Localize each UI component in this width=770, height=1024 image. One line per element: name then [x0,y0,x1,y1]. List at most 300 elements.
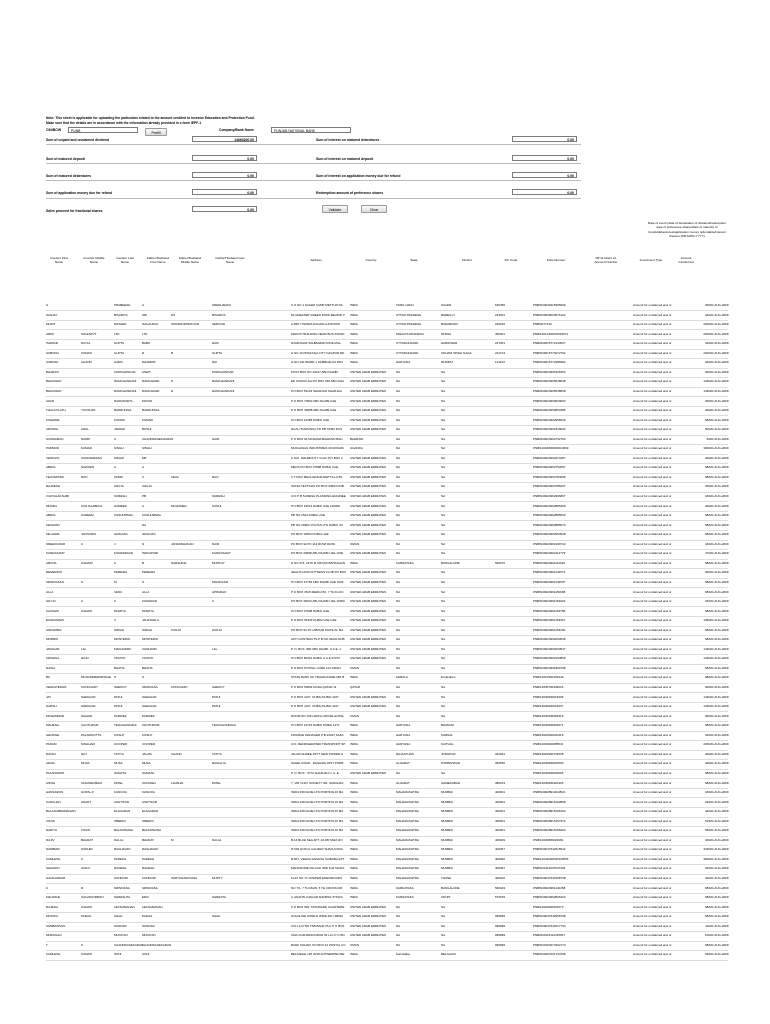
cell-address[interactable]: P. O. BOX : 3770 SHARJAH U. A. E. [291,770,340,775]
clear-button[interactable]: Clear [361,205,387,213]
cell-first-name[interactable]: GANGADHAR [46,876,66,880]
cell-investment-type[interactable]: Amount for unclaimed and ur [633,665,672,670]
cell-district[interactable]: NA [441,398,446,403]
cell-district[interactable]: MUMBAI [441,790,453,795]
cell-address[interactable]: BELGIELEI 125 2018 ANTWERPEN BE [291,952,345,957]
cell-investment-type[interactable]: Amount for unclaimed and ur [633,541,672,546]
cell-address[interactable]: P O BOX 999, STANDARD CHARTERE [291,904,345,909]
cell-state[interactable]: NA [396,436,401,441]
cell-first-name[interactable]: EASKUMARI [46,618,64,623]
cell-last-name[interactable]: MUSA [114,761,123,766]
cell-investment-type[interactable]: Amount for unclaimed and ur [633,856,672,861]
cell-date[interactable]: 20-AUG-2009 [710,627,729,632]
cell-folio[interactable]: PNBIN30112937037394 [533,866,566,871]
cell-state[interactable]: KERALA [396,675,408,680]
cell-date[interactable]: 20-AUG-2009 [710,914,729,919]
cell-address[interactable]: MECS PO BOX 37888 DUBAI UAE [291,465,339,470]
cell-last-name[interactable]: V [114,618,117,623]
cell-folio[interactable]: PNBIN30029392786267 [533,484,566,489]
cell-middle-name[interactable]: VIKAS [81,828,90,833]
cell-folio[interactable]: PNBI13030900320305 [533,780,564,785]
cell-investment-type[interactable]: Amount for unclaimed and ur [633,484,672,489]
cell-country[interactable]: UNITED ARAB EMIRATES [350,388,386,393]
cell-date[interactable]: 20-AUG-2009 [710,799,729,804]
cell-date[interactable]: 20-AUG-2009 [710,551,729,556]
cell-father-first[interactable]: NA [142,522,147,527]
cell-first-name[interactable]: THALAYILATH [46,408,66,413]
cell-district[interactable]: NA [441,494,446,498]
cell-investment-type[interactable]: Amount for unclaimed and ur [633,933,672,938]
cell-state[interactable]: NA [396,933,401,938]
cell-district[interactable]: NA [441,618,446,623]
cell-folio[interactable]: PNBIN30029391153400 [533,627,566,632]
cell-first-name[interactable]: S [46,303,49,307]
cell-father-first[interactable]: TANTRY [142,656,154,661]
cell-state[interactable]: NA [396,474,401,479]
cell-amount[interactable]: 680 [704,589,710,594]
cell-investment-type[interactable]: Amount for unclaimed and ur [633,589,672,594]
cell-amount[interactable]: 680 [704,904,710,909]
cell-state[interactable]: NA [396,398,401,403]
cell-folio[interactable]: PNBIN30029392885269 [533,503,566,508]
cell-amount[interactable]: 580 [704,560,710,565]
cell-date[interactable]: 20-AUG-2009 [710,541,729,546]
cell-country[interactable]: INDIA [350,780,359,785]
cell-investment-type[interactable]: Amount for unclaimed and ur [633,341,672,346]
cell-country[interactable]: UNITED ARAB EMIRATES [350,551,386,556]
cell-father-first[interactable]: ELANARAN [142,809,159,814]
cell-father-first[interactable]: CHIRAMIN [142,646,157,651]
cell-father-first[interactable]: KUMAR [142,417,153,422]
cell-date[interactable]: 20-AUG-2009 [710,637,729,642]
cell-father-first[interactable]: KUNHUMMAL [142,513,162,518]
cell-folio[interactable]: PNBIN30029392702763 [533,436,566,441]
cell-first-name[interactable]: ANNAMMA [46,627,62,632]
prefill-button[interactable]: Prefill [145,128,167,136]
cell-address[interactable]: PB NO 1544 DUBAI UAE [291,513,325,518]
cell-father-first[interactable]: S [142,579,145,584]
cell-folio[interactable]: PNBIN30029392956009 [533,417,566,422]
cell-country[interactable]: OMAN [350,541,359,546]
cell-father-last[interactable]: SERVICE [212,322,226,327]
cell-last-name[interactable]: ELANARAN [114,809,131,814]
cell-address[interactable]: AKTI CONTRACTS,P B NO.26220 DUB [291,637,345,642]
cell-first-name[interactable]: HARSH [46,704,57,709]
cell-last-name[interactable]: SAMATH [114,770,127,775]
cell-pin-code[interactable]: 243001 [495,312,506,317]
cell-address[interactable]: PO BOX 10664 DUBAI UAE [291,532,329,537]
cell-date[interactable]: 20-AUG-2009 [710,474,729,479]
cell-father-first[interactable]: A [142,303,145,307]
cell-country[interactable]: INDIA [350,341,359,346]
cell-amount[interactable]: 440 [704,876,710,880]
cell-investment-type[interactable]: Amount for unclaimed and ur [633,828,672,833]
cell-father-last[interactable]: RAO [212,474,219,479]
cell-middle-name[interactable]: MOHAMMEDMINSHE [81,675,111,680]
cell-country[interactable]: UNITED ARAB EMIRATES [350,484,386,489]
cell-pin-code[interactable]: 495001 [495,331,506,336]
cell-district[interactable]: MUMBAI [441,799,453,804]
cell-address[interactable]: ED ZUSUKI AH PO BOX 636 ABU DHA [291,379,345,384]
cell-investment-type[interactable]: Amount for unclaimed and ur [633,723,672,728]
cell-first-name[interactable]: BHARATI [46,369,59,374]
cell-country[interactable]: UNITED ARAB EMIRATES [350,599,386,604]
cell-investment-type[interactable]: Amount for unclaimed and ur [633,952,672,957]
cell-middle-name[interactable]: NAZARIN [81,465,95,470]
cell-investment-type[interactable]: Amount for unclaimed and ur [633,904,672,909]
cell-investment-type[interactable]: Amount for unclaimed and ur [633,675,672,680]
cell-country[interactable]: UNITED ARAB EMIRATES [350,427,386,432]
cell-father-middle[interactable]: D [171,388,174,393]
cell-father-first[interactable]: RAGHAVAN [142,847,159,852]
cell-father-first[interactable]: KOSHY [142,732,153,737]
cell-first-name[interactable]: MUDIT [46,322,56,327]
cell-district[interactable]: NA [441,513,446,518]
cell-middle-name[interactable]: KONCHADY [81,685,99,689]
cell-father-first[interactable]: MUNIYAN [142,933,156,938]
cell-pin-code[interactable]: 400097 [495,866,506,871]
cell-address[interactable]: INDIA INFOLINE LTD PORTFOLIO MA [291,809,344,814]
cell-father-last[interactable]: TATIYA [212,751,222,756]
cell-investment-type[interactable]: Amount for unclaimed and ur [633,627,672,632]
cell-date[interactable]: 20-AUG-2009 [710,761,729,766]
cell-father-last[interactable]: APPARAO [212,589,227,594]
cell-last-name[interactable]: COOPER [114,742,128,747]
cell-country[interactable]: UNITED ARAB EMIRATES [350,513,386,518]
cell-first-name[interactable]: VIJAYALAKSHMI [46,494,70,498]
cell-amount[interactable]: 3900 [703,856,710,861]
cell-address[interactable]: PB NO 29384 VOLTAS LTD DUBAI UA [291,522,344,527]
cell-amount[interactable]: 3430 [703,847,710,852]
cell-country[interactable]: UNITED ARAB EMIRATES [350,589,386,594]
cell-first-name[interactable]: NADIYA [46,828,57,833]
cell-investment-type[interactable]: Amount for unclaimed and ur [633,923,672,928]
cell-investment-type[interactable]: Amount for unclaimed and ur [633,398,672,403]
cell-date[interactable]: 20-AUG-2009 [710,589,729,594]
cell-folio[interactable]: PNBIN30029305648648 [533,379,566,384]
cell-district[interactable]: NA [441,599,446,604]
cell-district[interactable]: NA [441,474,446,479]
cell-amount[interactable]: 300 [704,751,710,756]
cell-address[interactable]: P.O.BOX 47765 ABU DHABI UAE 1000 [291,579,344,584]
cell-district[interactable]: NA [441,455,446,460]
cell-investment-type[interactable]: Amount for unclaimed and ur [633,417,672,422]
cell-father-first[interactable]: BHATIA [142,665,153,670]
cell-state[interactable]: NA [396,522,401,527]
cell-district[interactable]: NA [441,685,446,689]
cell-address[interactable]: P O BOX POSTAL CODE 114 OMAN [291,665,341,670]
cell-investment-type[interactable]: Amount for unclaimed and ur [633,694,672,699]
cell-investment-type[interactable]: Amount for unclaimed and ur [633,350,672,355]
cell-investment-type[interactable]: Amount for unclaimed and ur [633,942,672,947]
cell-middle-name[interactable]: AVANI [81,866,90,871]
cell-first-name[interactable]: MORRIS [46,637,58,642]
cell-amount[interactable]: 340 [704,360,710,365]
cell-address[interactable]: C/O P B SURESH PLANNING ENGINEE [291,494,346,498]
cell-address[interactable]: A-835,7 INDIRA NAGAR LUCKNOW [291,322,341,327]
cell-first-name[interactable]: PARMOD [46,446,59,451]
cell-father-middle[interactable]: JANARDHANAN [171,541,194,546]
cell-father-middle[interactable]: M [171,837,174,842]
cell-pin-code[interactable]: 400001 [495,828,506,833]
cell-state[interactable]: NA [396,704,401,709]
cell-amount[interactable]: 980 [704,675,710,680]
cell-father-last[interactable]: KUNHI [212,503,222,508]
matured-debentures-field[interactable]: 0.00 [192,172,257,178]
cell-first-name[interactable]: ADAM [46,761,55,766]
cell-folio[interactable]: PNBI13030900085531 [533,742,564,747]
cell-amount[interactable]: 440 [704,809,710,814]
cell-first-name[interactable]: RAJESH [46,904,58,909]
cell-middle-name[interactable]: JANNARIO [81,532,97,537]
cell-father-first[interactable]: MONTEIRO [142,637,159,642]
cell-father-last[interactable]: PATHI [212,704,221,709]
cell-folio[interactable]: PNBI13011300001532571 [533,331,569,336]
cell-country[interactable]: UNITED ARAB EMIRATES [350,608,386,613]
cell-father-last[interactable]: TECKCHANDANI [212,723,236,728]
cell-last-name[interactable]: RAGHAVAN [114,847,131,852]
cell-pin-code[interactable]: 400049 [495,837,506,842]
cell-investment-type[interactable]: Amount for unclaimed and ur [633,551,672,556]
cell-last-name[interactable]: OBEROI [114,818,126,823]
cell-district[interactable]: MUMBAI [441,856,453,861]
cell-father-middle[interactable]: VEVA [171,474,179,479]
cell-district[interactable]: Ernakulam [441,675,456,680]
cell-first-name[interactable]: ARUNA [46,560,57,565]
cell-first-name[interactable]: ARPA [46,331,54,336]
cell-state[interactable]: TAMIL NADU [396,303,414,307]
cell-amount[interactable]: 300 [704,713,710,718]
cell-district[interactable]: KARNAL [441,732,454,737]
cell-address[interactable]: P O BOX 94 MANAMA BAHRAIN BAH [291,436,343,441]
cell-father-last[interactable]: KANDASAMY [212,551,231,556]
cell-father-first[interactable]: SUNDAR [142,923,155,928]
cell-father-middle[interactable]: NARSHINA [171,560,187,565]
cell-district[interactable]: PANIPAT [441,360,454,365]
cell-amount[interactable]: 2020 [703,350,710,355]
cell-folio[interactable]: PNBIN30047642268738 [533,876,566,880]
cell-last-name[interactable]: SINGH [114,446,124,451]
cell-state[interactable]: MAHARASHTRA [396,828,420,833]
cell-investment-type[interactable]: Amount for unclaimed and ur [633,790,672,795]
cell-amount[interactable]: 300 [704,303,710,307]
cell-folio[interactable]: PNBI13020800023981 [533,837,564,842]
cell-district[interactable]: NA [441,713,446,718]
cell-first-name[interactable]: AZAD [46,398,55,403]
cell-state[interactable]: NA [396,627,401,632]
application-money-field[interactable]: 0.00 [192,189,257,195]
cell-investment-type[interactable]: Amount for unclaimed and ur [633,646,672,651]
cell-date[interactable]: 20-AUG-2009 [710,417,729,422]
cell-first-name[interactable]: ANISH [46,780,56,785]
cell-state[interactable]: KARNATAKA [396,885,414,890]
cell-last-name[interactable]: GUPTA [114,341,125,346]
cell-country[interactable]: INDIA [350,732,359,737]
cell-state[interactable]: NA [396,923,401,928]
cell-country[interactable]: OMAN [350,942,359,947]
cell-father-first[interactable]: JALRAVELU [142,618,159,623]
cell-father-first[interactable]: SIRIAH [142,627,153,632]
cell-state[interactable]: NA [396,417,401,422]
cell-investment-type[interactable]: Amount for unclaimed and ur [633,494,672,498]
cell-first-name[interactable]: SREEKUMAR [46,541,66,546]
cell-first-name[interactable]: SUBODH [46,350,59,355]
cell-last-name[interactable]: GARG [114,360,123,365]
cell-district[interactable]: NA [441,914,446,919]
cell-date[interactable]: 20-AUG-2009 [710,952,729,957]
cell-middle-name[interactable]: YOOSUFF [81,408,96,413]
cell-date[interactable]: 20-AUG-2009 [710,618,729,623]
cell-district[interactable]: KAITHAL [441,742,454,747]
cell-father-first[interactable]: PAREKH [142,856,155,861]
cell-last-name[interactable]: BALKRISHNA [114,828,134,833]
cell-address[interactable]: CMA CGM RESOURCE 52 LLC P O BO [291,933,345,938]
cell-country[interactable]: INDIA [350,790,359,795]
cell-investment-type[interactable]: Amount for unclaimed and ur [633,360,672,365]
cell-amount[interactable]: 560 [704,828,710,833]
cell-state[interactable]: MADHYA PRADESH [396,331,424,336]
cell-amount[interactable]: 440 [704,541,710,546]
cell-last-name[interactable]: KONDURI [114,876,128,880]
cell-date[interactable]: 20-AUG-2009 [710,856,729,861]
cell-date[interactable]: 20-AUG-2009 [710,675,729,680]
cell-last-name[interactable]: KORGAONKAR [114,369,136,374]
cell-district[interactable]: NA [441,646,446,651]
cell-last-name[interactable]: MAKHNDRU [114,646,132,651]
cell-last-name[interactable]: RAMCHANDANI [114,388,137,393]
cell-first-name[interactable]: KAUSHIK [46,608,60,613]
cell-last-name[interactable]: PAREKH [114,856,127,861]
cell-district[interactable]: NA [441,541,446,546]
cell-amount[interactable]: 340 [704,599,710,604]
cell-district[interactable]: UDUPI [441,895,451,900]
cell-investment-type[interactable]: Amount for unclaimed and ur [633,379,672,384]
cell-middle-name[interactable]: DAYAL [81,341,91,346]
cell-address[interactable]: GOLDLINE WORLD WIDE 301 UMMH [291,914,343,919]
cell-amount[interactable]: 680 [704,513,710,518]
cell-country[interactable]: UNITED ARAB EMIRATES [350,369,386,374]
cell-father-first[interactable]: SONI [142,952,150,957]
cell-last-name[interactable]: MAVAP [114,455,125,460]
cell-district[interactable]: BELGAUM [441,952,456,957]
cell-folio[interactable]: PNBI13030900016006 [533,694,564,699]
cell-address[interactable]: 7, VIR VIJAY SOCIETY NR. SANGHAV [291,780,344,785]
cell-district[interactable]: NA [441,465,446,470]
cell-middle-name[interactable]: RAJU [81,656,89,661]
cell-father-first[interactable]: BALKRISHNA [142,828,162,833]
cell-middle-name[interactable]: SHEKHAR [81,694,96,699]
cell-father-last[interactable]: SHENOY [212,685,225,689]
cell-folio[interactable]: PNBIN30029391152786 [533,608,566,613]
cell-country[interactable]: UNITED ARAB EMIRATES [350,646,386,651]
cell-state[interactable]: NA [396,694,401,699]
cell-father-last[interactable]: NAIR [212,436,220,441]
cell-state[interactable]: MAHARASHTRA [396,876,420,880]
cell-father-middle[interactable]: MOHAMED [171,503,187,508]
cell-date[interactable]: 20-AUG-2009 [710,904,729,909]
cell-father-last[interactable]: RAMCHANDANI [212,379,235,384]
cell-date[interactable]: 20-AUG-2009 [710,847,729,852]
cell-state[interactable]: NA [396,465,401,470]
cell-date[interactable]: 20-AUG-2009 [710,503,729,508]
cell-father-middle[interactable]: B [171,350,174,355]
cell-district[interactable]: NA [441,608,446,613]
cell-amount[interactable]: 300 [704,455,710,460]
cell-address[interactable]: HEALTH AND FITTNESS CLUB PO BOX [291,570,347,575]
cell-last-name[interactable]: A [114,465,117,470]
cell-date[interactable]: 20-AUG-2009 [710,560,729,565]
cell-middle-name[interactable]: VASUDEVBHAI [81,780,103,785]
cell-address[interactable]: C/O, REFRIGERATED TRANSPORT SP [291,742,346,747]
cell-district[interactable]: MUMBAI [441,818,453,823]
cell-pin-code[interactable]: 400001 [495,790,506,795]
cell-date[interactable]: 20-AUG-2009 [710,579,729,584]
cell-father-first[interactable]: S [142,675,145,680]
cell-father-first[interactable]: NAGAURAJ [142,322,159,327]
cell-last-name[interactable]: K [114,599,117,604]
cell-father-first[interactable]: MP [142,455,147,460]
cell-father-last[interactable]: SHAH [212,914,221,919]
cell-state[interactable]: GUJARAT [396,780,410,785]
cell-father-first[interactable]: ASHTIKAR [142,799,158,804]
cell-folio[interactable]: PNBIN30029392784095 [533,474,566,479]
cell-country[interactable]: UNITED ARAB EMIRATES [350,933,386,938]
cell-country[interactable]: UNITED ARAB EMIRATES [350,579,386,584]
cell-district[interactable]: NA [441,933,446,938]
cell-folio[interactable]: PNBIN30029391150998 [533,589,566,594]
cell-last-name[interactable]: SHAH [114,914,123,919]
cell-folio[interactable]: PNBIN30029391132597 [533,579,566,584]
cell-address[interactable]: INDIA INFOLINE LTD PORTFOLIO MA [291,799,344,804]
cell-address[interactable]: P.O BOX 37608 DUBAI UAE [291,608,330,613]
cell-father-last[interactable]: LAL [212,646,218,651]
cell-state[interactable]: NA [396,427,401,432]
cell-first-name[interactable]: KESAVAN [46,522,60,527]
cell-country[interactable]: INDIA [350,828,359,833]
cell-first-name[interactable]: BHAGWAN [46,379,62,384]
cell-folio[interactable]: PNBIN30029392090645 [533,637,566,642]
cell-amount[interactable]: 340 [704,732,710,737]
cell-father-last[interactable]: RAI [212,360,218,365]
cell-date[interactable]: 20-AUG-2009 [710,790,729,795]
cell-date[interactable]: 20-AUG-2009 [710,713,729,718]
cell-investment-type[interactable]: Amount for unclaimed and ur [633,579,672,584]
cell-first-name[interactable]: MOHAMMAD [46,713,65,718]
cell-father-first[interactable]: CHANDRASEKHARAN [142,436,174,441]
cell-father-first[interactable]: A [142,503,145,508]
cell-father-last[interactable]: SREDHARAN [212,303,231,307]
cell-father-middle[interactable]: SWAROOPMATHUR [171,322,200,327]
cell-middle-name[interactable]: R [81,885,84,890]
cell-first-name[interactable]: KANDASAMY [46,551,65,556]
cell-date[interactable]: 20-AUG-2009 [710,942,729,947]
cell-folio[interactable]: PNBIN30039415395690 [533,303,566,307]
cell-amount[interactable]: 680 [704,532,710,537]
cell-date[interactable]: 20-AUG-2009 [710,331,729,336]
cell-last-name[interactable]: LTD [114,331,120,336]
cell-address[interactable]: H.NO.140 WARD-1 SAMBHALKA PAN [291,360,343,365]
cell-pin-code[interactable]: 999999 [495,923,506,928]
cell-last-name[interactable]: C [114,436,117,441]
cell-district[interactable]: BAREILLY [441,312,456,317]
cell-last-name[interactable]: SRINIVASA [114,885,130,890]
cell-father-first[interactable]: PARAG [142,914,153,919]
cell-amount[interactable]: 680 [704,885,710,890]
matured-deposit-field[interactable]: 0.00 [192,155,257,161]
cell-state[interactable]: KARNATAKA [396,895,414,900]
cell-first-name[interactable]: KAMLESH [46,952,61,957]
cell-last-name[interactable]: PANDYA [114,608,126,613]
